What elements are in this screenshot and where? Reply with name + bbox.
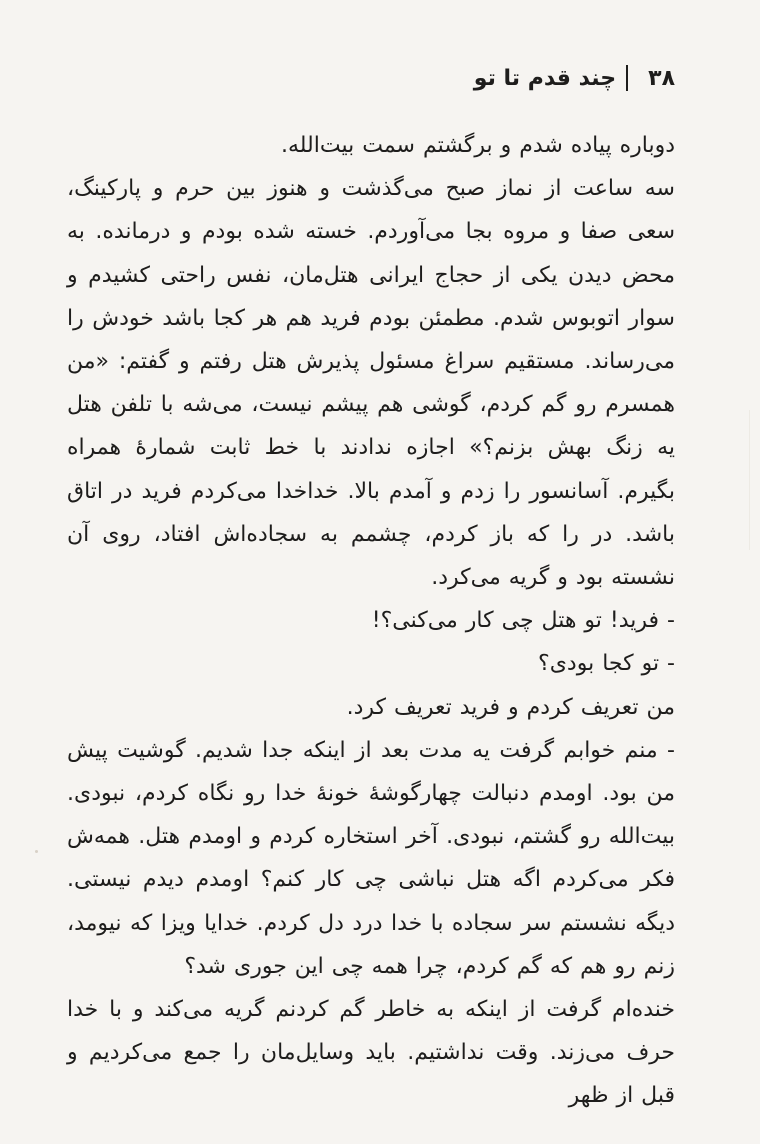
paragraph-2: سه ساعت از نماز صبح می‌گذشت و هنوز بین حرم و پارکینگ، سعی صفا و مروه بجا می‌آوردم. خسته شده بودم و درمانده. به محض دیدن یکی از حجاج ایرانی هتل‌مان، نفس راحتی کشیدم و سوار اتوبوس شدم. مطمئن بودم فرید هم هر کجا باشد خودش را می‌رساند. مستقیم سراغ مسئول پذیرش هتل رفتم و گفتم: «من همسرم رو گم کردم، گوشی هم پیشم نیست، می‌شه با تلفن هتل یه زنگ بهش بزنم؟» اجازه ندادند با خط ثابت شمارهٔ همراه بگیرم. آسانسور را زدم و آمدم بالا. خداخدا می‌کردم فرید در اتاق باشد. در را که باز کردم، چشمم به سجاده‌اش افتاد، روی آن نشسته بود و گریه می‌کرد. bbox=[67, 176, 675, 591]
page-edge-shadow bbox=[749, 410, 760, 550]
dialogue-block: - منم خوابم گرفت یه مدت بعد از اینکه جدا شدیم. گوشیت پیش من بود. اومدم دنبالت چهارگوشهٔ خونهٔ خدا رو نگاه کردم، نبودی. بیت‌الله رو گشتم، نبودی. آخر استخاره کردم و اومدم هتل. همه‌ش فکر می‌کردم اگه هتل نباشی چی کار کنم؟ اومدم دیدم نیستی. دیگه نشستم سر سجاده با خدا درد دل کردم. خدایا ویزا که نیومد، زنم رو هم که گم کردم، چرا همه چی این جوری شد؟ bbox=[67, 737, 675, 979]
paper-speck bbox=[35, 850, 38, 853]
page-number: ۳۸ bbox=[648, 65, 675, 91]
paragraph-1: دوباره پیاده شدم و برگشتم سمت بیت‌الله. bbox=[280, 133, 675, 158]
page-header bbox=[474, 60, 675, 96]
paragraph-4: خنده‌ام گرفت از اینکه به خاطر گم کردنم گریه می‌کند و با خدا حرف می‌زند. وقت نداشتیم. باید وسایل‌مان را جمع می‌کردیم و قبل از ظهر bbox=[67, 997, 675, 1109]
book-title: چند قدم تا تو bbox=[473, 65, 617, 91]
main-text bbox=[67, 124, 675, 1118]
dialogue-line-1: - فرید! تو هتل چی کار می‌کنی؟! bbox=[371, 608, 675, 634]
header-divider bbox=[626, 65, 628, 91]
dialogue-line-2: - تو کجا بودی؟ bbox=[538, 651, 675, 677]
paragraph-3: من تعریف کردم و فرید تعریف کرد. bbox=[346, 694, 675, 720]
